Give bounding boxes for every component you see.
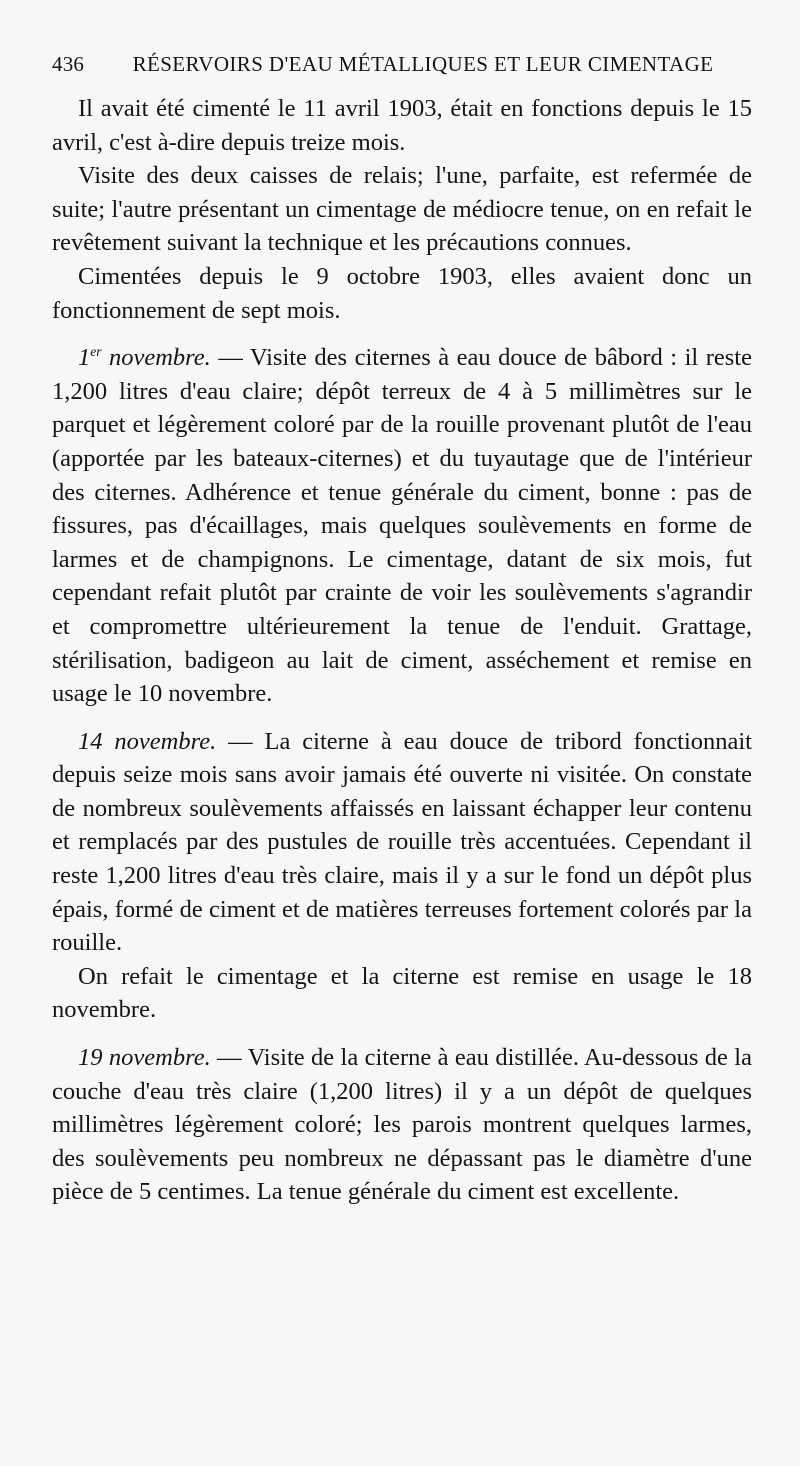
entry-date: 14 novembre.: [78, 727, 217, 755]
paragraph-text: On refait le cimentage et la citerne est remise en usage le 18 novembre.: [52, 962, 752, 1024]
running-title: RÉSERVOIRS D'EAU MÉTALLIQUES ET LEUR CIMENTAGE: [132, 52, 714, 76]
paragraph-text: Cimentées depuis le 9 octobre 1903, elles avaient donc un fonctionnement de sept mois.: [52, 262, 752, 324]
page-header: [52, 52, 742, 77]
entry-date-ordinal: er: [90, 344, 102, 359]
page-body: [52, 92, 752, 1209]
paragraph: [52, 92, 752, 159]
dated-entry: [52, 725, 752, 960]
entry-date-day: 1: [78, 344, 91, 372]
paragraph: [52, 260, 752, 327]
entry-date: [78, 344, 211, 371]
dated-entry: [52, 1041, 752, 1209]
paragraph-text: Visite des deux caisses de relais; l'une, parfaite, est refermée de suite; l'autre présentant un cimentage de médiocre tenue, on en refait le revêtement suivant la technique et les précautions connues.: [52, 162, 752, 257]
paragraph: [52, 960, 752, 1027]
dated-entry: [52, 341, 752, 711]
entry-text: — La citerne à eau douce de tribord fonctionnait depuis seize mois sans avoir jamais été ouverte ni visitée. On constate de nombreux soulèvements affaissés en laissant échapper leur contenu et remplacés par des pustules de rouille très accentuées. Cependant il reste 1,200 litres d'eau très claire, mais il y a sur le fond un dépôt plus épais, formé de ciment et de matières terreuses fortement colorés par la rouille.: [52, 727, 752, 957]
entry-text: — Visite de la citerne à eau distillée. Au-dessous de la couche d'eau très claire (1,200 litres) il y a un dépôt de quelques millimètres légèrement coloré; les parois montrent quelques larmes, des soulèvements peu nombreux ne dépassant pas le diamètre d'une pièce de 5 centimes. La tenue générale du ciment est excellente.: [52, 1044, 752, 1206]
entry-date: 19 novembre.: [78, 1044, 211, 1072]
paragraph-text: Il avait été cimenté le 11 avril 1903, était en fonctions depuis le 15 avril, c'est à-dire depuis treize mois.: [52, 95, 752, 156]
page-number: 436: [52, 52, 85, 76]
entry-date-month: novembre.: [101, 344, 211, 372]
paragraph: [52, 159, 752, 260]
entry-text: — Visite des citernes à eau douce de bâbord : il reste 1,200 litres d'eau claire; dépôt terreux de 4 à 5 millimètres sur le parquet et légèrement coloré par de la rouille provenant plutôt de l'eau (apportée par les bateaux-citernes) et du tuyautage que de l'intérieur des citernes. Adhérence et tenue générale du ciment, bonne : pas de fissures, pas d'écaillages, mais quelques soulèvements en forme de larmes et de champignons. Le cimentage, datant de six mois, fut cependant refait plutôt par crainte de voir les soulèvements s'agrandir et compromettre ultérieurement la tenue de l'enduit. Grattage, stérilisation, badigeon au lait de ciment, asséchement et remise en usage le 10 novembre.: [52, 344, 752, 708]
